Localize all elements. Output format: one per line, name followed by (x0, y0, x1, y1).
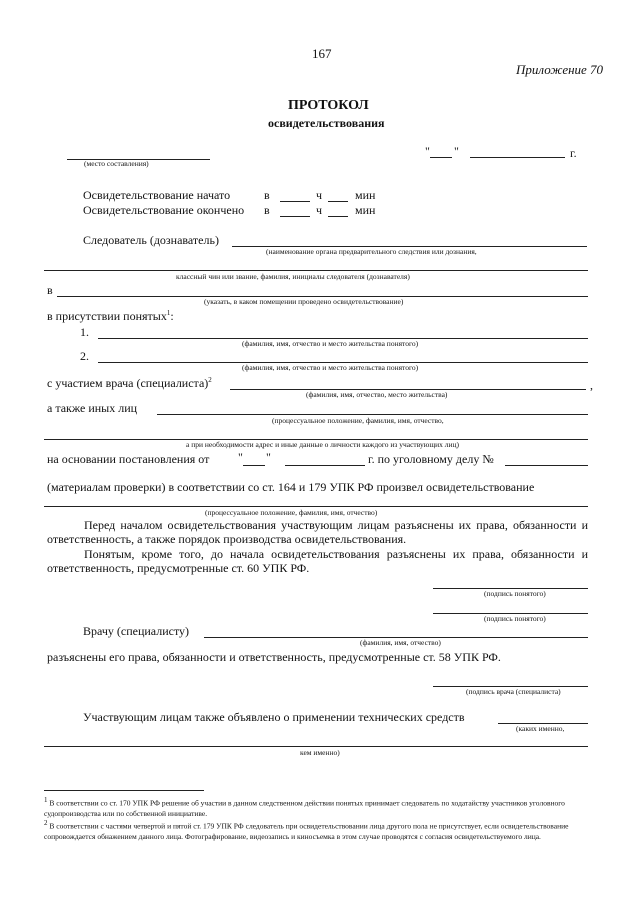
year-suffix: г. (570, 146, 577, 160)
footnote-separator (44, 790, 204, 791)
basis-materials: (материалам проверки) в соответствии со ст. 164 и 179 УПК РФ произвел освидетельствование (47, 480, 535, 494)
investigator-line-2[interactable] (44, 270, 588, 271)
date-quote-open: " (425, 144, 430, 158)
doctor-comma: , (590, 378, 593, 392)
exam-end-in: в (264, 203, 270, 217)
doctor-caption: (фамилия, имя, отчество, место жительства) (306, 390, 448, 399)
basis-person-line[interactable] (44, 506, 588, 507)
exam-start-min-label: мин (355, 188, 376, 202)
premises-caption: (указать, в каком помещении проведено освидетельствование) (204, 297, 404, 306)
exam-end-h: ч (316, 203, 323, 217)
date-month-line[interactable] (470, 157, 565, 158)
witness-2-caption: (фамилия, имя, отчество и место жительства понятого) (242, 363, 419, 372)
witness-2-number: 2. (80, 349, 89, 363)
doctor-signature-caption: (подпись врача (специалиста) (466, 687, 561, 696)
exam-end-min[interactable] (328, 216, 348, 217)
tech-caption-1: (каких именно, (516, 724, 565, 733)
basis-month-line[interactable] (285, 465, 365, 466)
tech-caption-2: кем именно) (300, 748, 340, 757)
protocol-subtitle: освидетельствования (268, 116, 385, 130)
basis-label: на основании постановления от (47, 452, 210, 466)
place-caption: (место составления) (84, 159, 149, 168)
investigator-label: Следователь (дознаватель) (83, 233, 219, 247)
witness-2-signature-caption: (подпись понятого) (484, 614, 546, 623)
witnesses-label: в присутствии понятых$^1$: (47, 309, 174, 323)
appendix-label: Приложение 70 (516, 62, 604, 77)
footnote-2: $^2$ В соответствии с частями четвертой и пятой ст. 179 УПК РФ следователь при освидетельствовании лица другого пола не присутствует, если освидетельствование сопровождается обнажением данного лица. Фотографирование, видеозапись и киносъемка в этом случае проводятся с согласия освидетельствуемого лица. (44, 819, 569, 841)
tech-line-2[interactable] (44, 746, 588, 747)
doctor2-label: Врачу (специалисту) (83, 624, 190, 638)
exam-start-hour[interactable] (280, 201, 310, 202)
investigator-caption-2: классный чин или звание, фамилия, инициалы следователя (дознавателя) (176, 272, 410, 281)
exam-end-hour[interactable] (280, 216, 310, 217)
others-label: а также иных лиц (47, 401, 138, 415)
rights-paragraph-2: Понятым, кроме того, до начала освидетельствования разъяснены их права, обязанности и ответственность, предусмотренные ст. 60 УПК РФ. (47, 547, 588, 575)
footnote-ref-1: 1 (166, 309, 171, 317)
witness-1-signature-caption: (подпись понятого) (484, 589, 546, 598)
basis-quote-open: " (238, 450, 243, 464)
premises-in: в (47, 283, 53, 297)
others-caption-1: (процессуальное положение, фамилия, имя, отчество, (272, 416, 444, 425)
basis-case-label: г. по уголовному делу № (368, 452, 494, 466)
case-number-line[interactable] (505, 465, 588, 466)
doctor-label: с участием врача (специалиста)$^2$ (47, 376, 212, 390)
others-caption-2: а при необходимости адрес и иные данные о личности каждого из участвующих лиц) (186, 440, 460, 449)
witness-1-number: 1. (80, 325, 89, 339)
basis-quote-close: " (266, 450, 271, 464)
basis-caption: (процессуальное положение, фамилия, имя, отчество) (205, 508, 378, 517)
investigator-caption-1: (наименование органа предварительного следствия или дознания, (266, 247, 477, 256)
footnote-ref-2: 2 (208, 376, 212, 384)
exam-start-min[interactable] (328, 201, 348, 202)
rights-paragraph-1: Перед началом освидетельствования участвующим лицам разъяснены их права, обязанности и ответственность, а также порядок производства освидетельствования. (47, 518, 588, 546)
exam-start-label: Освидетельствование начато (83, 188, 231, 202)
date-day-line[interactable] (430, 157, 452, 158)
witness-1-caption: (фамилия, имя, отчество и место жительства понятого) (242, 339, 419, 348)
exam-start-in: в (264, 188, 270, 202)
exam-end-min-label: мин (355, 203, 376, 217)
doctor2-caption: (фамилия, имя, отчество) (360, 638, 441, 647)
tech-label: Участвующим лицам также объявлено о применении технических средств (83, 710, 465, 724)
protocol-title: ПРОТОКОЛ (288, 98, 369, 113)
page-number: 167 (312, 46, 332, 61)
date-quote-close: " (454, 144, 459, 158)
footnote-1: $^1$ В соответствии со ст. 170 УПК РФ решение об участии в данном следственном действии понятых принимает следователь по ходатайству участников уголовного судопроизводства или по собственной инициативе. (44, 796, 565, 818)
exam-start-h: ч (316, 188, 323, 202)
basis-day-line[interactable] (243, 465, 265, 466)
exam-end-label: Освидетельствование окончено (83, 203, 245, 217)
doctor2-rights: разъяснены его права, обязанности и ответственность, предусмотренные ст. 58 УПК РФ. (47, 650, 501, 664)
others-line-1[interactable] (157, 414, 588, 415)
